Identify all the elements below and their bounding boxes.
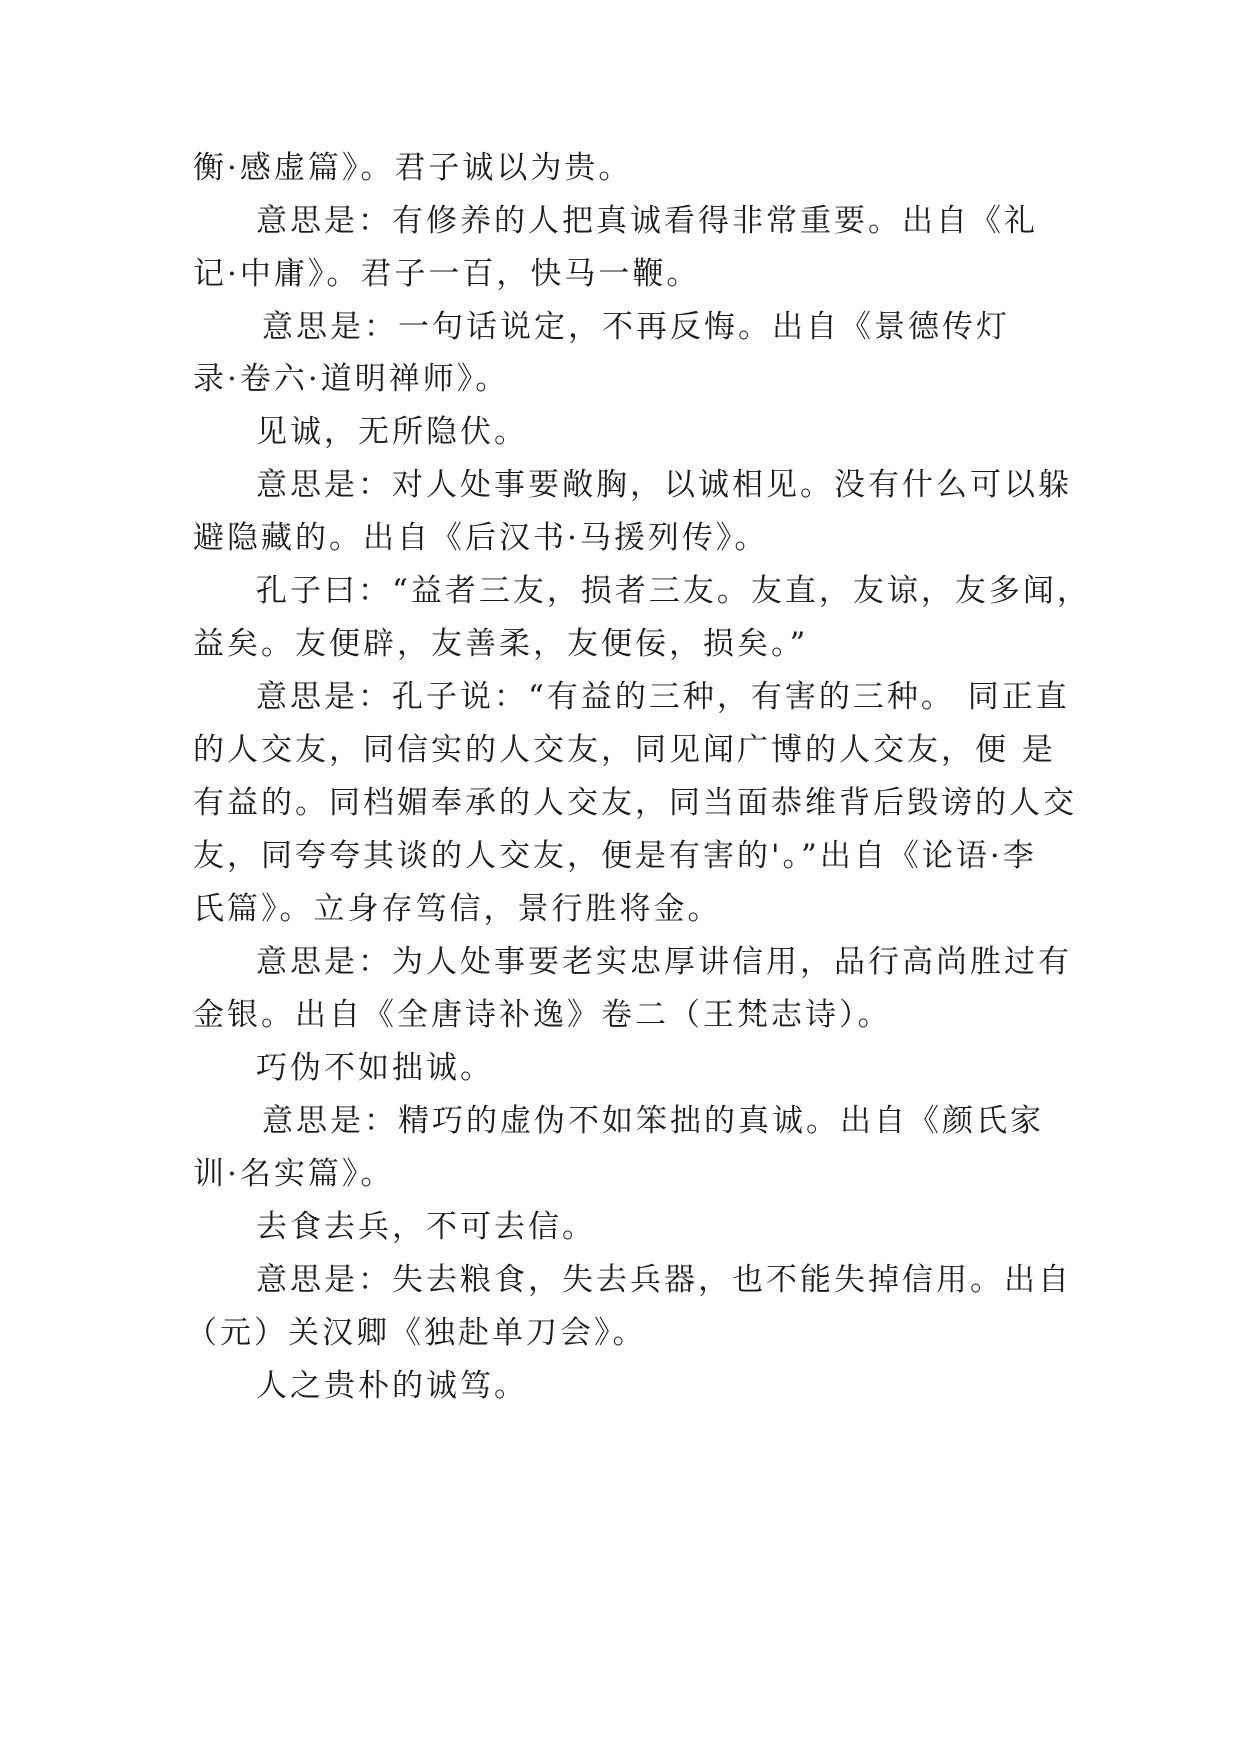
text-line: 意思是：一句话说定，不再反悔。出自《景德传灯 xyxy=(262,309,1010,345)
text-line: 孔子曰：“益者三友，损者三友。友直，友谅，友多闻， xyxy=(256,573,1091,609)
text-line: 去食去兵，不可去信。 xyxy=(256,1209,596,1245)
text-line: 金银。出自《全唐诗补逸》卷二（王梵志诗）。 xyxy=(193,997,892,1033)
text-line: 意思是：孔子说：“有益的三种，有害的三种。 同正直 xyxy=(256,679,1070,715)
text-line: （元）关汉卿《独赴单刀会》。 xyxy=(186,1315,647,1351)
text-line: 氏篇》。立身存笃信，景行胜将金。 xyxy=(193,891,722,927)
text-line: 衡·感虚篇》。君子诚以为贵。 xyxy=(193,150,633,186)
text-line: 意思是：为人处事要老实忠厚讲信用，品行高尚胜过有 xyxy=(256,944,1072,980)
text-line: 录·卷六·道明禅师》。 xyxy=(193,361,510,397)
text-line: 益矣。友便辟，友善柔，友便佞，损矣。” xyxy=(193,626,809,662)
text-line: 友，同夸夸其谈的人交友，便是有害的'。”出自《论语·李 xyxy=(193,838,1037,874)
text-line: 记·中庸》。君子一百，快马一鞭。 xyxy=(193,256,701,292)
text-line: 有益的。同档媚奉承的人交友，同当面恭维背后毁谤的人交 xyxy=(193,785,1077,821)
text-line: 巧伪不如拙诚。 xyxy=(256,1050,494,1086)
text-line: 人之贵朴的诚笃。 xyxy=(256,1368,528,1404)
text-line: 意思是：精巧的虚伪不如笨拙的真诚。出自《颜氏家 xyxy=(262,1103,1044,1139)
text-line: 避隐藏的。出自《后汉书·马援列传》。 xyxy=(193,520,769,556)
text-line: 意思是：失去粮食，失去兵器，也不能失掉信用。出自 xyxy=(256,1262,1072,1298)
text-line: 意思是：对人处事要敞胸，以诚相见。没有什么可以躲 xyxy=(256,467,1072,503)
text-line: 训·名实篇》。 xyxy=(193,1156,395,1192)
text-line: 意思是：有修养的人把真诚看得非常重要。出自《礼 xyxy=(256,203,1038,239)
text-line: 的人交友，同信实的人交友，同见闻广博的人交友，便 是 xyxy=(193,732,1056,768)
text-line: 见诚，无所隐伏。 xyxy=(256,414,528,450)
